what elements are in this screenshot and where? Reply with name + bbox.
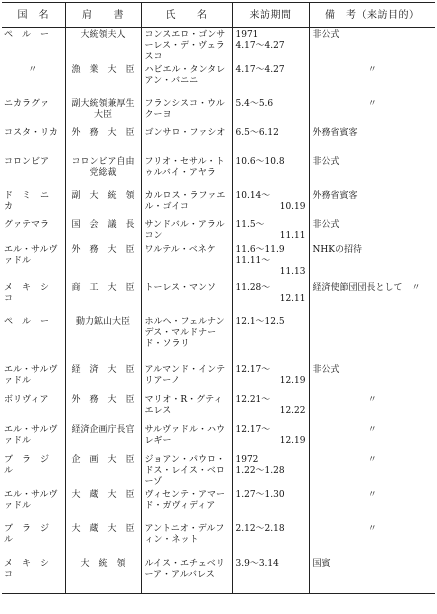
table-body bbox=[2, 28, 435, 594]
cell-period bbox=[232, 363, 309, 393]
period-line: 1.22～1.28 bbox=[235, 466, 285, 476]
cell-country: ブ ラ ジ ル bbox=[4, 455, 59, 476]
cell-title: 経 済 大 臣 bbox=[65, 363, 141, 393]
cell-country: ボリヴィア bbox=[4, 395, 49, 405]
cell-name: カルロス・ラファエル・ゴイコ bbox=[141, 189, 232, 218]
cell-period bbox=[232, 189, 309, 218]
cell-period bbox=[232, 243, 309, 281]
table-row bbox=[2, 97, 435, 126]
cell-country: ニカラグァ bbox=[4, 99, 50, 109]
table-row bbox=[2, 28, 435, 64]
cell-name: マリオ・R・グティエレス bbox=[141, 393, 232, 423]
cell-remarks: 非公式 bbox=[309, 28, 435, 64]
cell-country: エル・サルヴァドル bbox=[4, 425, 58, 446]
cell-name: ワルテル・ベネケ bbox=[141, 243, 232, 281]
header-country: 国 名 bbox=[2, 3, 65, 28]
cell-name: サンドバル・アラルコン bbox=[141, 218, 232, 243]
cell-name: サルヴァドル・ハウレギー bbox=[141, 423, 232, 453]
period-line: 10.19 bbox=[279, 202, 306, 212]
table-row bbox=[2, 126, 435, 155]
cell-period bbox=[232, 488, 309, 522]
cell-country: ペ ル ー bbox=[4, 317, 50, 327]
cell-period bbox=[232, 315, 309, 363]
cell-title: 外 務 大 臣 bbox=[65, 243, 141, 281]
period-line: 1.27～1.30 bbox=[235, 490, 285, 500]
cell-period bbox=[232, 281, 309, 315]
period-line: 4.17～4.27 bbox=[235, 41, 285, 51]
cell-remarks: 〃 bbox=[309, 423, 435, 453]
cell-remarks: 経済使節団団長として 〃 bbox=[309, 281, 435, 315]
period-line: 4.17～4.27 bbox=[235, 65, 285, 75]
period-line: 11.28～ bbox=[235, 283, 271, 293]
cell-name: フリオ・セサル・トゥルバイ・アヤラ bbox=[141, 155, 232, 189]
cell-remarks: 外務省賓客 bbox=[309, 126, 435, 155]
cell-country: 〃 bbox=[28, 65, 38, 75]
period-line: 11.6～11.9 bbox=[235, 245, 285, 255]
cell-period bbox=[232, 557, 309, 593]
period-line: 5.4～5.6 bbox=[235, 99, 274, 109]
cell-title: 動力鉱山大臣 bbox=[65, 315, 141, 363]
cell-name: ゴンサロ・ファシオ bbox=[141, 126, 232, 155]
table-row bbox=[2, 522, 435, 557]
cell-period bbox=[232, 63, 309, 97]
table-row bbox=[2, 393, 435, 423]
cell-title: 商 工 大 臣 bbox=[65, 281, 141, 315]
cell-title: 大統領夫人 bbox=[65, 28, 141, 64]
cell-period bbox=[232, 393, 309, 423]
cell-name: フランシスコ・ウルクーヨ bbox=[141, 97, 232, 126]
cell-country: コロンビア bbox=[4, 157, 50, 167]
table-row bbox=[2, 218, 435, 243]
cell-country: グァテマラ bbox=[4, 220, 50, 230]
cell-country: ペ ル ー bbox=[4, 30, 50, 40]
cell-title: 外 務 大 臣 bbox=[65, 126, 141, 155]
cell-country: メ キ シ コ bbox=[4, 559, 59, 580]
cell-name: コンスエロ・ゴンサーレス・デ・ヴェラスコ bbox=[141, 28, 232, 64]
cell-period bbox=[232, 218, 309, 243]
period-line: 12.1～12.5 bbox=[235, 317, 285, 327]
period-line: 11.11 bbox=[279, 231, 306, 241]
cell-name: ヴィセンテ・アマード・ガヴィディア bbox=[141, 488, 232, 522]
period-line: 12.17～ bbox=[235, 425, 271, 435]
period-line: 2.12～2.18 bbox=[235, 524, 285, 534]
cell-remarks bbox=[309, 315, 435, 363]
period-line: 3.9～3.14 bbox=[235, 559, 279, 569]
table-row bbox=[2, 315, 435, 363]
cell-name: トーレス・マンソ bbox=[141, 281, 232, 315]
cell-remarks: 〃 bbox=[309, 393, 435, 423]
cell-period bbox=[232, 126, 309, 155]
visitor-table bbox=[2, 2, 435, 594]
period-line: 11.5～ bbox=[235, 220, 265, 230]
cell-title: 副 大 統 領 bbox=[65, 189, 141, 218]
cell-country: エル・サルヴァドル bbox=[4, 245, 58, 266]
cell-title: 大 蔵 大 臣 bbox=[65, 488, 141, 522]
header-period: 来訪期間 bbox=[232, 3, 309, 28]
table-row bbox=[2, 243, 435, 281]
cell-name: ホルヘ・フェルナンデス・マルドナード・ソラリ bbox=[141, 315, 232, 363]
cell-remarks: NHKの招待 bbox=[309, 243, 435, 281]
period-line: 6.5～6.12 bbox=[235, 128, 279, 138]
cell-name: ルイス・エチェベリーア・アルバレス bbox=[141, 557, 232, 593]
period-line: 10.14～ bbox=[235, 191, 271, 201]
cell-country: エル・サルヴァドル bbox=[4, 365, 58, 386]
cell-remarks: 非公式 bbox=[309, 218, 435, 243]
period-line: 12.17～ bbox=[235, 365, 271, 375]
table-row bbox=[2, 363, 435, 393]
cell-remarks: 〃 bbox=[309, 522, 435, 557]
table-row bbox=[2, 63, 435, 97]
header-title: 肩 書 bbox=[65, 3, 141, 28]
cell-name: ジョアン・パウロ・ドス・レイス・ベローゾ bbox=[141, 453, 232, 488]
cell-name: アルマンド・インテリアーノ bbox=[141, 363, 232, 393]
cell-title: 経済企画庁長官 bbox=[65, 423, 141, 453]
header-name: 氏 名 bbox=[141, 3, 232, 28]
cell-remarks: 国賓 bbox=[309, 557, 435, 593]
table-row bbox=[2, 281, 435, 315]
period-line: 11.11～ bbox=[235, 256, 271, 266]
cell-period bbox=[232, 155, 309, 189]
cell-remarks: 〃 bbox=[309, 453, 435, 488]
cell-country: コスタ・リカ bbox=[4, 128, 58, 138]
period-line: 12.19 bbox=[279, 376, 306, 386]
cell-title: 企 画 大 臣 bbox=[65, 453, 141, 488]
cell-remarks: 〃 bbox=[309, 97, 435, 126]
cell-country: ブ ラ ジ ル bbox=[4, 524, 59, 545]
cell-country: ド ミ ニ カ bbox=[4, 191, 59, 212]
cell-remarks: 非公式 bbox=[309, 155, 435, 189]
table-row bbox=[2, 423, 435, 453]
cell-title: 副大統領兼厚生大臣 bbox=[65, 97, 141, 126]
cell-remarks: 〃 bbox=[309, 63, 435, 97]
period-line: 10.6～10.8 bbox=[235, 157, 285, 167]
table-header-row bbox=[2, 3, 435, 28]
period-line: 11.13 bbox=[279, 267, 306, 277]
period-line: 12.11 bbox=[279, 294, 306, 304]
cell-period bbox=[232, 423, 309, 453]
cell-title: 大 統 領 bbox=[65, 557, 141, 593]
table-row bbox=[2, 155, 435, 189]
cell-period bbox=[232, 28, 309, 64]
cell-title: コロンビア自由党総裁 bbox=[65, 155, 141, 189]
cell-remarks: 非公式 bbox=[309, 363, 435, 393]
cell-remarks: 外務省賓客 bbox=[309, 189, 435, 218]
table-row bbox=[2, 453, 435, 488]
cell-name: アントニオ・デルフィン・ネット bbox=[141, 522, 232, 557]
cell-title: 漁 業 大 臣 bbox=[65, 63, 141, 97]
table-row bbox=[2, 557, 435, 593]
cell-period bbox=[232, 97, 309, 126]
cell-title: 大 蔵 大 臣 bbox=[65, 522, 141, 557]
table-row bbox=[2, 488, 435, 522]
period-line: 12.21～ bbox=[235, 395, 271, 405]
table-row bbox=[2, 189, 435, 218]
period-line: 12.22 bbox=[279, 406, 306, 416]
cell-country: メ キ シ コ bbox=[4, 283, 59, 304]
cell-country: エル・サルヴァドル bbox=[4, 490, 58, 511]
period-line: 1971 bbox=[235, 30, 259, 40]
period-line: 1972 bbox=[235, 455, 259, 465]
cell-period bbox=[232, 453, 309, 488]
cell-period bbox=[232, 522, 309, 557]
header-remarks: 備 考（来訪目的） bbox=[309, 3, 435, 28]
cell-title: 国 会 議 長 bbox=[65, 218, 141, 243]
cell-name: ハビエル・タンタレアン・バニニ bbox=[141, 63, 232, 97]
cell-title: 外 務 大 臣 bbox=[65, 393, 141, 423]
cell-remarks: 〃 bbox=[309, 488, 435, 522]
period-line: 12.19 bbox=[279, 436, 306, 446]
